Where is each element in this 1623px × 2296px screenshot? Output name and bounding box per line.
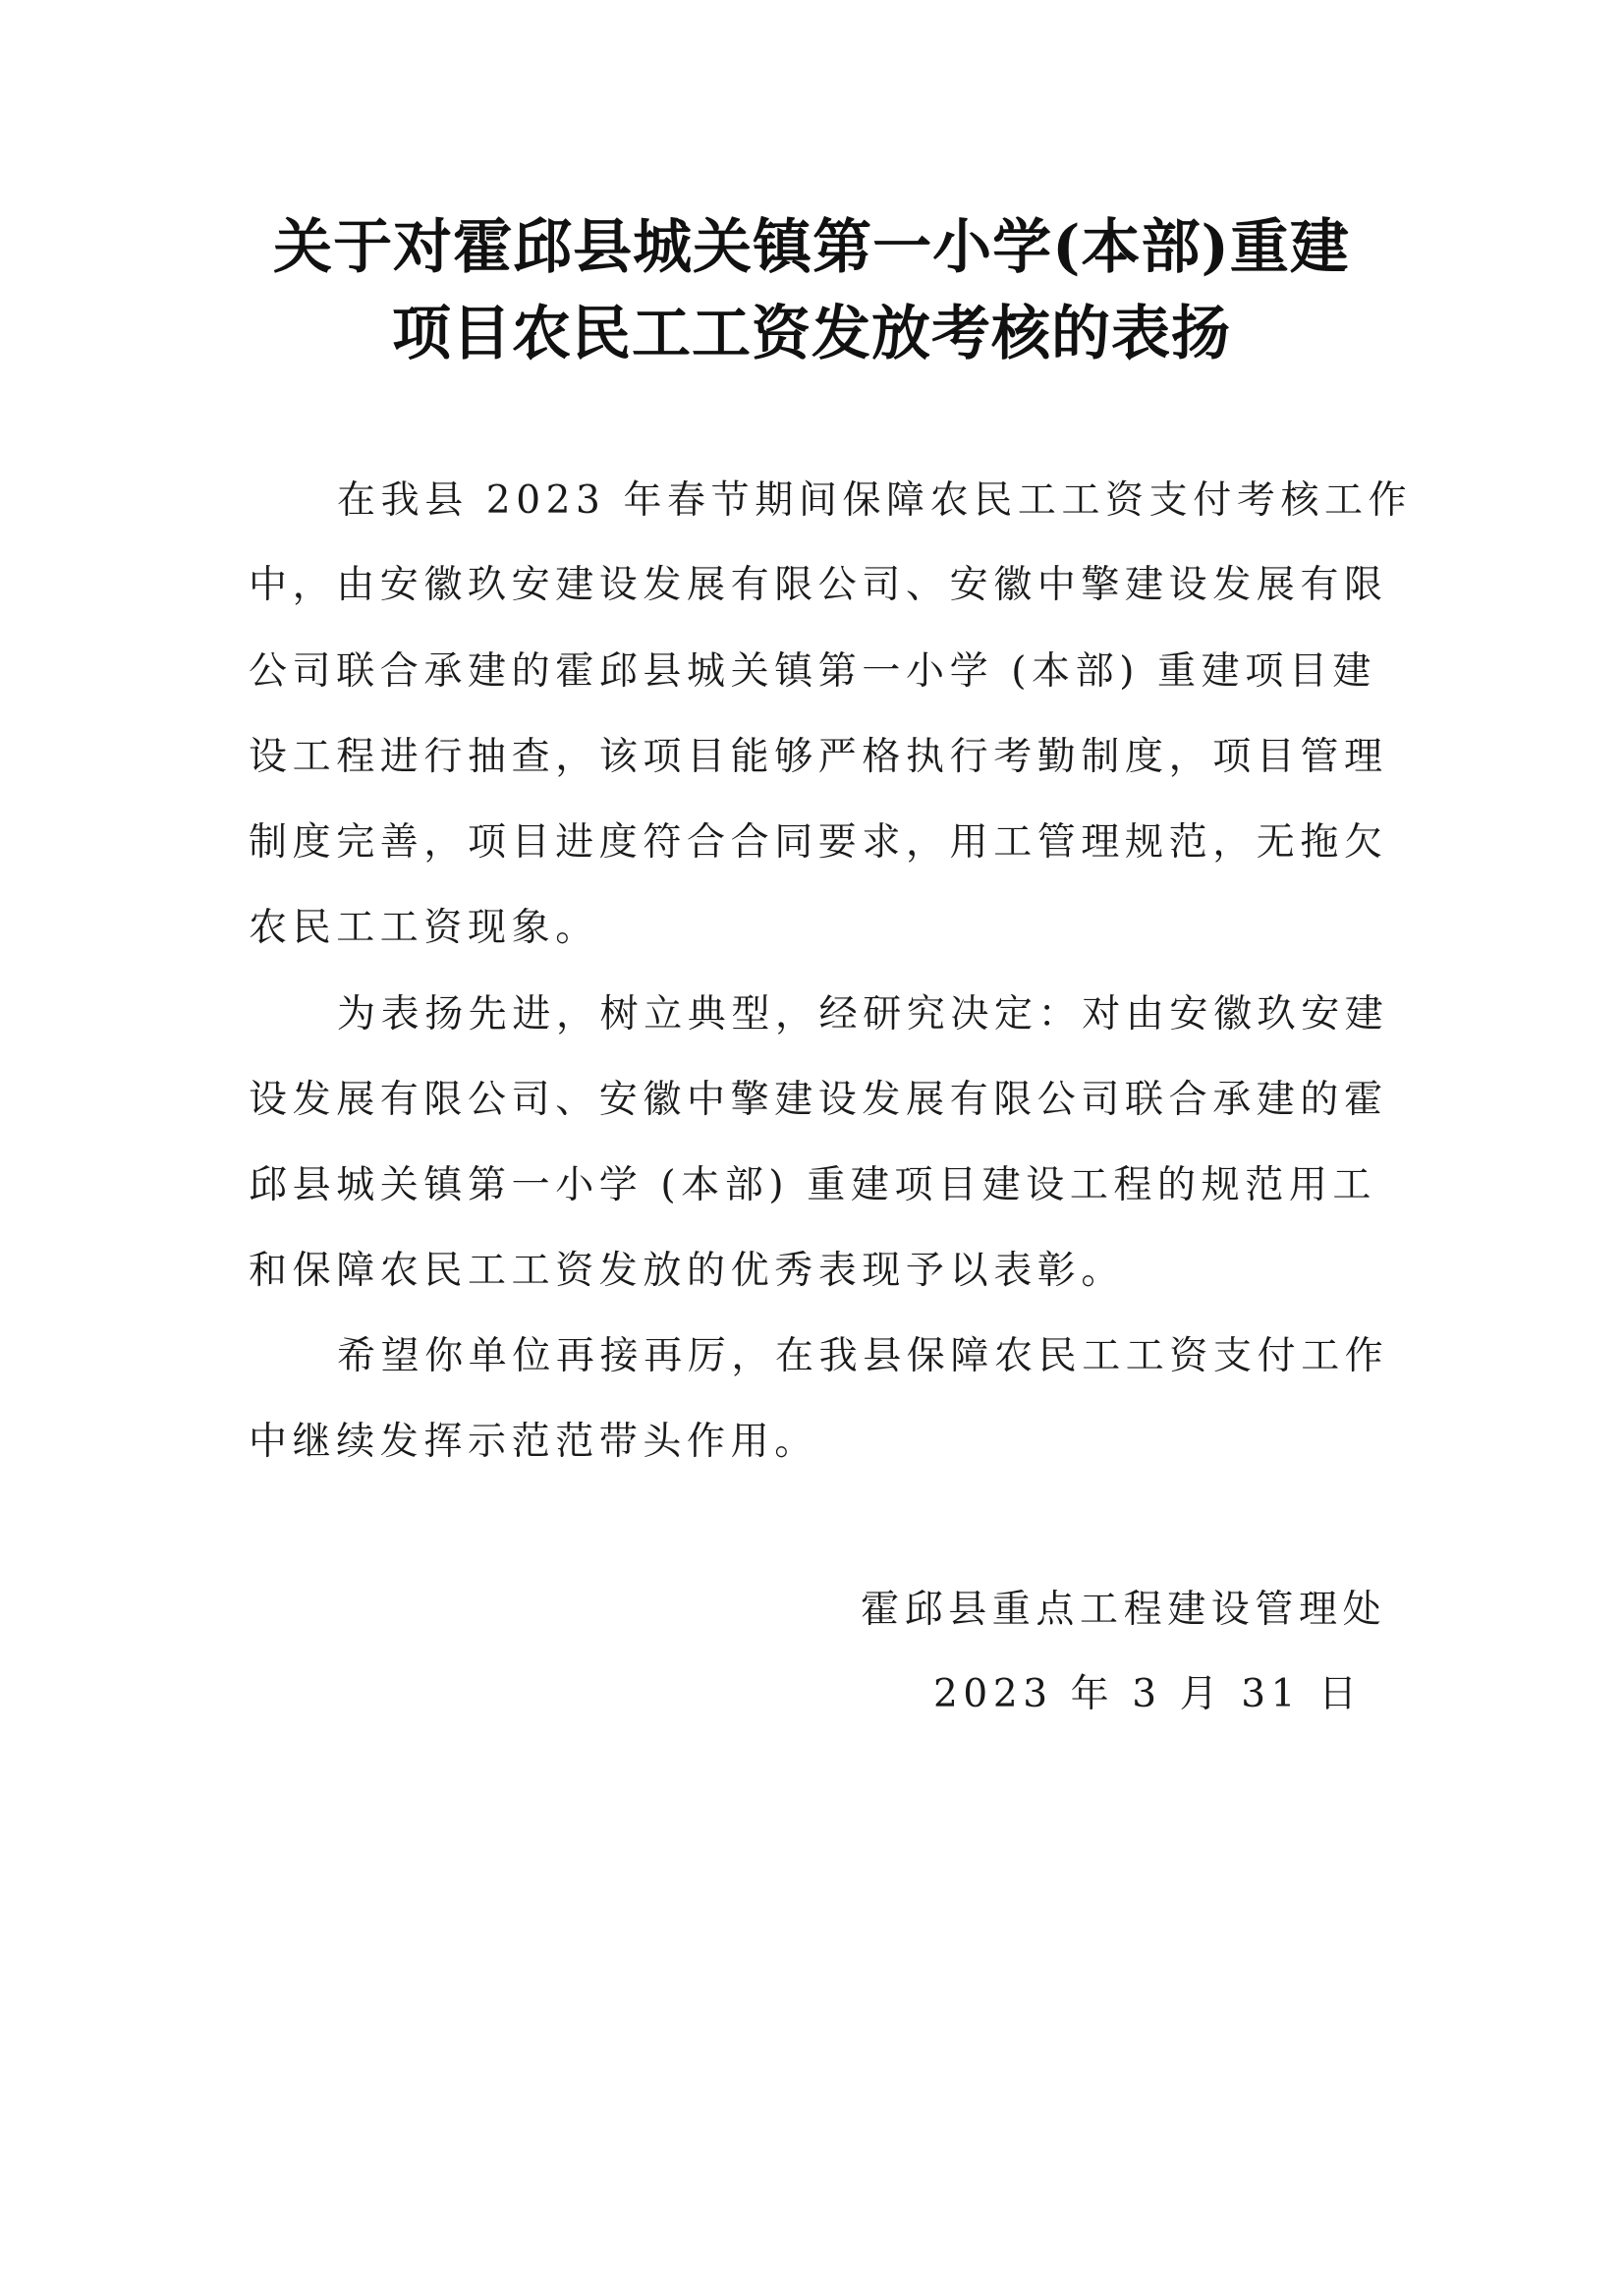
signature-organization: 霍邱县重点工程建设管理处 [861, 1588, 1387, 1632]
paragraph-line: 设工程进行抽查，该项目能够严格执行考勤制度，项目管理 [249, 735, 1388, 779]
paragraph-line: 邱县城关镇第一小学 (本部) 重建项目建设工程的规范用工 [249, 1163, 1377, 1207]
paragraph-line: 中继续发挥示范范带头作用。 [249, 1420, 818, 1464]
document-title-line-2: 项目农民工工资发放考核的表扬 [392, 300, 1231, 368]
signature-date: 2023 年 3 月 31 日 [933, 1672, 1363, 1716]
paragraph-line: 在我县 2023 年春节期间保障农民工工资支付考核工作 [337, 478, 1413, 523]
paragraph-line: 希望你单位再接再厉，在我县保障农民工工资支付工作 [337, 1334, 1389, 1378]
paragraph-line: 中，由安徽玖安建设发展有限公司、安徽中擎建设发展有限 [249, 563, 1388, 607]
paragraph-line: 农民工工资现象。 [249, 906, 599, 950]
document-title-line-1: 关于对霍邱县城关镇第一小学(本部)重建 [273, 213, 1350, 282]
paragraph-line: 设发展有限公司、安徽中擎建设发展有限公司联合承建的霍 [249, 1078, 1388, 1122]
paragraph-line: 制度完善，项目进度符合合同要求，用工管理规范，无拖欠 [249, 820, 1388, 865]
paragraph-line: 和保障农民工工资发放的优秀表现予以表彰。 [249, 1249, 1126, 1293]
paragraph-line: 公司联合承建的霍邱县城关镇第一小学 (本部) 重建项目建 [249, 649, 1377, 694]
paragraph-line: 为表扬先进，树立典型，经研究决定：对由安徽玖安建 [337, 992, 1389, 1036]
